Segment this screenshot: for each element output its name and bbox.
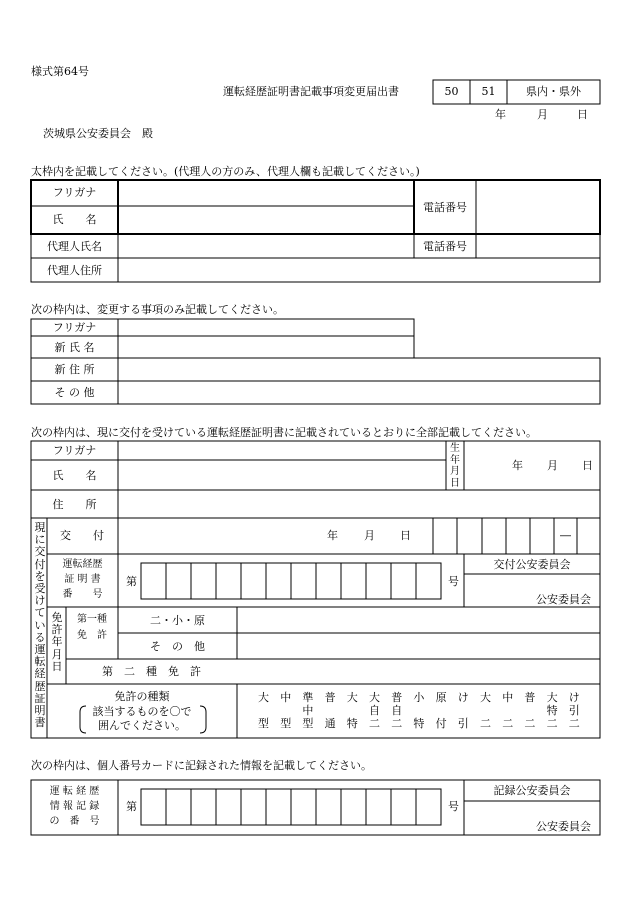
cert-number-dai: 第 — [126, 575, 137, 588]
agent-name-label: 代理人氏名 — [47, 240, 102, 253]
birth-day-label: 日 — [582, 459, 593, 472]
license-date-label: 免許年月日 — [51, 611, 63, 673]
cert-number-gou: 号 — [448, 575, 459, 588]
side-label: 現に交付を受けている運転経歴証明書 — [34, 521, 46, 730]
new-name-label: 新 氏 名 — [54, 341, 95, 354]
license-kind-11-bot[interactable]: 二 — [480, 717, 491, 730]
license-kind-15-mid[interactable]: 引 — [568, 704, 580, 717]
date-month-label: 月 — [537, 108, 548, 121]
issue-year-label: 年 — [327, 529, 338, 542]
code-50: 50 — [444, 85, 459, 98]
record-number-dai: 第 — [126, 800, 137, 813]
license-kind-5-bot[interactable]: 特 — [346, 717, 358, 730]
cert-address-label: 住 所 — [52, 498, 97, 511]
section1-instruction: 太枠内を記載してください。(代理人の方のみ、代理人欄も記載してください。) — [31, 165, 420, 178]
license-kind-7-mid[interactable]: 自 — [391, 704, 403, 717]
license-kind-6-top[interactable]: 大 — [369, 691, 380, 704]
agent-phone-label: 電話番号 — [423, 240, 467, 253]
record-number-label-3: の 番 号 — [49, 816, 100, 827]
class1-other: そ の 他 — [150, 640, 205, 653]
license-kind-5-top[interactable]: 大 — [346, 691, 358, 704]
new-address-label: 新 住 所 — [54, 363, 95, 376]
license-kind-14-mid[interactable]: 特 — [546, 704, 558, 717]
issue-day-label: 日 — [400, 529, 411, 542]
license-kind-4-top[interactable]: 普 — [324, 691, 336, 704]
date-year-label: 年 — [495, 108, 506, 121]
license-kind-11-top[interactable]: 大 — [480, 691, 491, 704]
class1-types: 二・小・原 — [150, 614, 205, 627]
license-kind-6-bot[interactable]: 二 — [369, 717, 380, 730]
license-kind-9-top[interactable]: 原 — [435, 691, 447, 704]
license-kind-3-top[interactable]: 準 — [302, 691, 314, 704]
record-number-label-1: 運 転 経 歴 — [49, 786, 100, 797]
phone-label: 電話番号 — [423, 201, 467, 214]
record-number-gou: 号 — [448, 800, 459, 813]
license-kind-14-bot[interactable]: 二 — [546, 717, 558, 730]
issue-label: 交 付 — [60, 529, 104, 542]
license-kind-14-top[interactable]: 大 — [546, 691, 558, 704]
license-kind-3-bot[interactable]: 型 — [302, 717, 314, 730]
license-kind-8-top[interactable]: 小 — [413, 691, 425, 704]
license-kind-9-bot[interactable]: 付 — [435, 717, 447, 730]
license-kind-1-top[interactable]: 大 — [258, 691, 269, 704]
license-kind-7-bot[interactable]: 二 — [391, 717, 403, 730]
license-kind-8-bot[interactable]: 特 — [413, 717, 425, 730]
class2-label: 第 二 種 免 許 — [102, 665, 201, 678]
other-label: そ の 他 — [54, 386, 95, 399]
birth-month-label: 月 — [547, 459, 558, 472]
license-kind-15-top[interactable]: け — [568, 691, 580, 704]
license-kind-12-top[interactable]: 中 — [502, 691, 514, 704]
birth-year-label: 年 — [512, 459, 523, 472]
section2-instruction: 次の枠内は、変更する事項のみ記載してください。 — [31, 303, 284, 316]
section4-instruction: 次の枠内は、個人番号カードに記録された情報を記載してください。 — [31, 759, 372, 772]
license-kind-10-top[interactable]: け — [457, 691, 469, 704]
kind-note-1: 該当するものを〇で — [92, 705, 192, 718]
license-kind-7-top[interactable]: 普 — [391, 691, 403, 704]
form-title: 運転経歴証明書記載事項変更届出書 — [223, 85, 399, 98]
recording-commission-suffix: 公安委員会 — [536, 820, 591, 833]
kind-title: 免許の種類 — [114, 690, 170, 703]
name-label: 氏 名 — [52, 213, 97, 226]
license-kind-6-mid[interactable]: 自 — [369, 704, 380, 717]
kind-note-2: 囲んでください。 — [98, 719, 186, 732]
issue-dash: ― — [560, 529, 571, 542]
issue-month-label: 月 — [364, 529, 375, 542]
code-51: 51 — [481, 85, 496, 98]
license-kind-10-bot[interactable]: 引 — [457, 717, 469, 730]
section3-instruction: 次の枠内は、現に交付を受けている運転経歴証明書に記載されているとおりに全部記載してください。 — [31, 426, 537, 439]
date-day-label: 日 — [577, 108, 588, 121]
recording-commission-label: 記録公安委員会 — [493, 784, 571, 797]
new-furigana-label: フリガナ — [52, 321, 97, 334]
agent-address-label: 代理人住所 — [47, 264, 102, 277]
issuing-commission-suffix: 公安委員会 — [536, 593, 591, 606]
furigana-label: フリガナ — [52, 186, 97, 199]
record-number-label-2: 情 報 記 録 — [49, 801, 100, 812]
license-kind-1-bot[interactable]: 型 — [258, 717, 269, 730]
cert-number-label-3: 番 号 — [62, 589, 103, 600]
license-kind-4-bot[interactable]: 通 — [324, 717, 336, 730]
form-number: 様式第64号 — [31, 65, 89, 78]
cert-name-label: 氏 名 — [52, 469, 97, 482]
license-kind-12-bot[interactable]: 二 — [502, 717, 514, 730]
cert-furigana-label: フリガナ — [52, 444, 97, 457]
license-kind-13-bot[interactable]: 二 — [524, 717, 536, 730]
license-kind-3-mid[interactable]: 中 — [302, 704, 314, 717]
addressee: 茨城県公安委員会 殿 — [43, 127, 153, 140]
license-kind-15-bot[interactable]: 二 — [568, 717, 580, 730]
region-select[interactable]: 県内・県外 — [526, 85, 581, 98]
class1-label-2: 免 許 — [77, 630, 107, 641]
class1-label-1: 第一種 — [77, 614, 107, 625]
birth-label: 生年月日 — [450, 443, 460, 489]
license-kind-2-bot[interactable]: 型 — [280, 717, 292, 730]
cert-number-label-1: 運転経歴 — [62, 559, 103, 570]
license-kind-2-top[interactable]: 中 — [280, 691, 292, 704]
cert-number-label-2: 証 明 書 — [64, 574, 101, 585]
issuing-commission-label: 交付公安委員会 — [493, 558, 571, 571]
license-kind-13-top[interactable]: 普 — [524, 691, 536, 704]
